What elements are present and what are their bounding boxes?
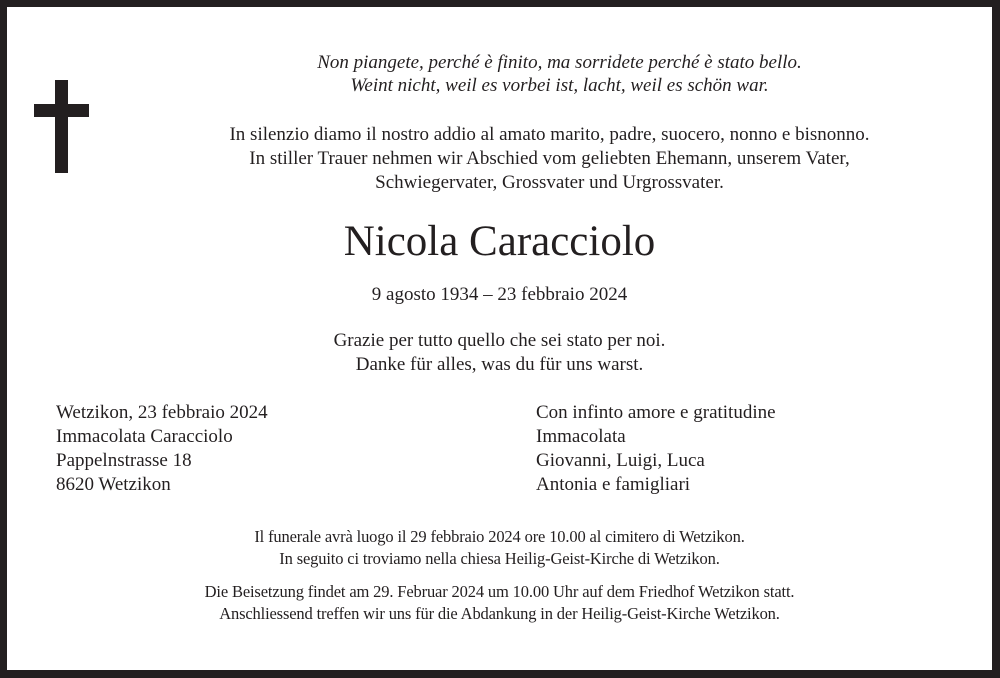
sender-name: Immacolata Caracciolo <box>56 426 233 447</box>
funeral-notice-it-2: In seguito ci troviamo nella chiesa Heilig-Geist-Kirche di Wetzikon. <box>279 549 720 568</box>
thanks-german: Danke für alles, was du für uns warst. <box>355 354 644 375</box>
mourners-block <box>536 401 776 497</box>
intro-line-2: In stiller Trauer nehmen wir Abschied vom geliebten Ehemann, unserem Vater, <box>249 148 850 169</box>
quote-german: Weint nicht, weil es vorbei ist, lacht, weil es schön war. <box>350 75 769 96</box>
sender-street: Pappelnstrasse 18 <box>56 450 192 471</box>
funeral-notice-it-1: Il funerale avrà luogo il 29 febbraio 2024 ore 10.00 al cimitero di Wetzikon. <box>254 527 745 546</box>
sender-place-date: Wetzikon, 23 febbraio 2024 <box>56 402 268 423</box>
life-dates: 9 agosto 1934 – 23 febbraio 2024 <box>371 284 628 305</box>
mourners-line-3: Giovanni, Luigi, Luca <box>536 450 705 471</box>
mourners-line-1: Con infinto amore e gratitudine <box>536 402 776 423</box>
obituary-card <box>7 7 992 670</box>
thanks-italian: Grazie per tutto quello che sei stato per noi. <box>333 330 666 351</box>
sender-city: 8620 Wetzikon <box>56 474 171 495</box>
mourners-line-4: Antonia e famigliari <box>536 474 691 495</box>
cross-horizontal-bar <box>34 104 89 117</box>
intro-line-1: In silenzio diamo il nostro addio al amato marito, padre, suocero, nonno e bisnonno. <box>229 124 870 145</box>
mourners-line-2: Immacolata <box>536 426 626 447</box>
intro-line-3: Schwiegervater, Grossvater und Urgrossvater. <box>375 172 724 193</box>
funeral-notice-de-1: Die Beisetzung findet am 29. Februar 2024 um 10.00 Uhr auf dem Friedhof Wetzikon statt. <box>204 582 795 601</box>
deceased-name: Nicola Caracciolo <box>343 218 656 265</box>
sender-block <box>56 401 268 497</box>
quote-italian: Non piangete, perché è finito, ma sorridete perché è stato bello. <box>317 52 802 73</box>
funeral-notice-de-2: Anschliessend treffen wir uns für die Abdankung in der Heilig-Geist-Kirche Wetzikon. <box>219 604 780 623</box>
